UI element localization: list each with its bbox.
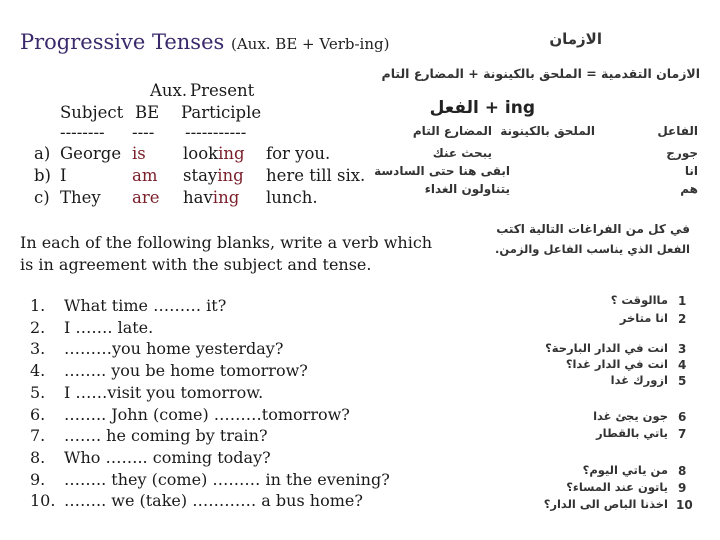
arabic-answer-text: جون يجئ غدا (593, 409, 668, 423)
arabic-answer-number: 1 (678, 294, 687, 308)
question-item (30, 425, 390, 447)
header-present: Present (190, 81, 255, 100)
question-text: …….. you be home tomorrow? (64, 361, 308, 381)
question-item (30, 317, 390, 339)
row-rest: for you. (266, 144, 331, 163)
question-number: 1. (30, 296, 46, 315)
participle-suffix: ing (217, 166, 244, 185)
participle-stem: look (183, 144, 219, 163)
row-letter: b) (34, 166, 51, 185)
header-aux: Aux. (150, 81, 188, 100)
question-item (30, 295, 390, 317)
arabic-answer-number: 8 (678, 464, 687, 478)
row-subject: They (60, 188, 101, 207)
row-be: am (132, 166, 158, 185)
question-number: 6. (30, 404, 46, 424)
arabic-ing-label: ing + الفعل (429, 98, 535, 118)
page-title (20, 30, 389, 54)
arabic-answer-number: 5 (678, 374, 687, 388)
arabic-row-subject: انا (684, 164, 698, 178)
arabic-col-aux: الملحق بالكينونة (500, 124, 595, 138)
question-list (30, 295, 390, 512)
header-participle: Participle (181, 103, 262, 122)
question-number: 4. (30, 361, 46, 381)
question-number: 9. (30, 469, 46, 489)
question-text: ………you home yesterday? (64, 339, 284, 359)
question-item (30, 382, 390, 404)
arabic-answer-number: 6 (678, 410, 687, 424)
arabic-col-subject: الفاعل (657, 124, 698, 138)
separator-be: ---- (132, 123, 155, 142)
question-text: I ……. late. (64, 317, 154, 337)
arabic-instruction-2: الفعل الذي يناسب الفاعل والزمن. (495, 242, 690, 256)
separator-subject: -------- (60, 123, 105, 142)
row-be: is (132, 144, 146, 163)
row-subject: I (60, 166, 67, 185)
question-text: What time ……… it? (64, 296, 227, 315)
arabic-rule: الازمان التقدمية = الملحق بالكينونة + المضارع التام (381, 66, 700, 81)
arabic-answer-text: انا متاخر (619, 311, 668, 325)
arabic-row-subject: جورج (666, 146, 698, 160)
header-be: BE (135, 103, 160, 122)
question-number: 7. (30, 426, 46, 446)
row-rest: here till six. (266, 166, 366, 185)
arabic-example: يبحث عنك (432, 146, 492, 160)
question-number: 3. (30, 339, 46, 359)
question-number: 8. (30, 447, 46, 467)
arabic-instruction-1: في كل من الفراغات التالية اكتب (496, 222, 690, 236)
arabic-answer-number: 3 (678, 342, 687, 356)
instruction: In each of the following blanks, write a verb which is in agreement with the subject and tense. (20, 233, 433, 274)
question-number: 10. (30, 491, 56, 511)
arabic-answer-text: من ياتي اليوم؟ (582, 463, 668, 477)
arabic-answer-text: ياتي بالقطار (596, 426, 668, 440)
title-main: Progressive Tenses (20, 30, 225, 54)
question-item (30, 469, 390, 491)
question-text: ……. he coming by train? (64, 426, 268, 446)
question-text: …….. we (take) ………… a bus home? (64, 491, 363, 511)
question-item (30, 447, 390, 469)
row-participle (183, 143, 245, 165)
arabic-example: يتناولون الغداء (424, 182, 510, 196)
question-item (30, 404, 390, 426)
row-participle (183, 187, 239, 209)
row-participle (183, 165, 244, 187)
arabic-answer-text: اخذنا الباص الى الدار؟ (543, 497, 668, 511)
arabic-row-subject: هم (680, 182, 698, 196)
arabic-answer-text: ماالوقت ؟ (610, 293, 668, 307)
row-letter: c) (34, 188, 50, 207)
question-number: 2. (30, 317, 46, 337)
header-subject: Subject (60, 103, 124, 122)
arabic-answer-text: ازورك غدا (610, 373, 668, 387)
participle-suffix: ing (212, 188, 240, 207)
participle-suffix: ing (218, 144, 245, 163)
row-letter: a) (34, 144, 51, 163)
row-rest: lunch. (266, 188, 318, 207)
question-text: Who …….. coming today? (64, 447, 271, 467)
arabic-answer-number: 2 (678, 312, 687, 326)
arabic-answer-number: 9 (678, 481, 687, 495)
arabic-col-participle: المضارع التام (412, 124, 492, 138)
arabic-answer-number: 4 (678, 358, 687, 372)
arabic-example: ابقى هنا حتى السادسة (374, 164, 510, 178)
question-item (30, 490, 390, 512)
separator-participle: ----------- (185, 123, 247, 142)
arabic-answer-text: انت في الدار غدا؟ (565, 357, 668, 371)
participle-stem: hav (183, 188, 213, 207)
question-text: …….. John (come) ………tomorrow? (64, 404, 350, 424)
arabic-answer-text: انت في الدار البارحة؟ (545, 341, 668, 355)
question-item (30, 338, 390, 360)
row-be: are (132, 188, 160, 207)
arabic-answer-number: 10 (676, 498, 693, 512)
question-text: …….. they (come) ……… in the evening? (64, 469, 390, 489)
question-text: I ……visit you tomorrow. (64, 382, 264, 402)
arabic-title: الازمان (549, 30, 602, 48)
question-item (30, 360, 390, 382)
row-subject: George (60, 144, 122, 163)
title-sub: (Aux. BE + Verb-ing) (230, 35, 390, 53)
participle-stem: stay (183, 166, 218, 185)
arabic-answer-number: 7 (678, 427, 687, 441)
arabic-answer-text: ياتون عند المساء؟ (566, 480, 668, 494)
question-number: 5. (30, 382, 46, 402)
